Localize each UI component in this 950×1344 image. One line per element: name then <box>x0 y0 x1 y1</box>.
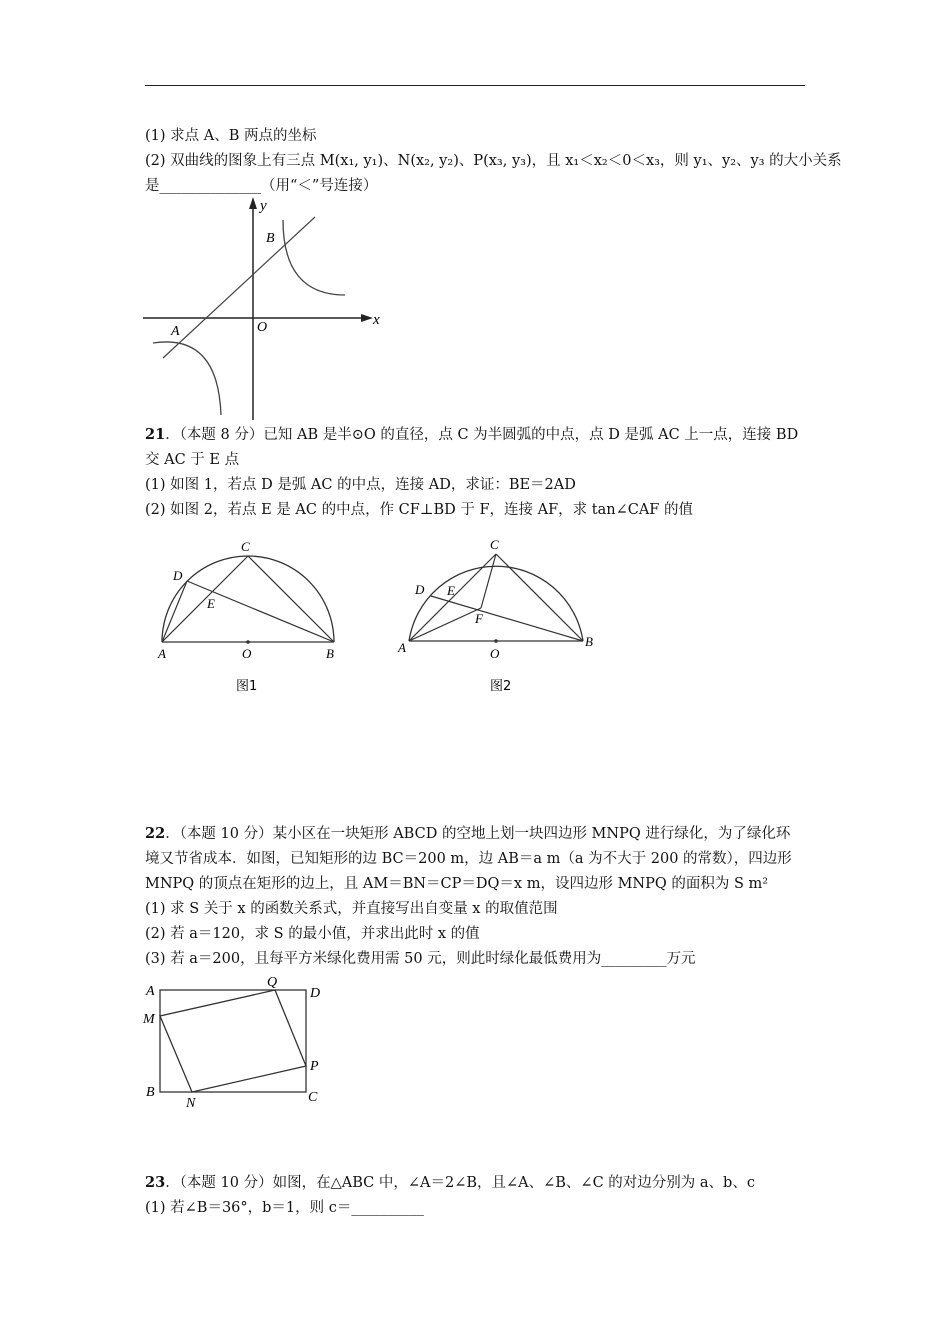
quadrilateral-mnpq <box>160 990 306 1092</box>
segment-db <box>187 581 334 642</box>
label-m: M <box>143 1012 155 1027</box>
center-dot <box>494 639 498 643</box>
label-b: B <box>266 231 275 246</box>
q22-line2: 境又节省成本．如图，已知矩形的边 BC＝200 m，边 AB＝a m（a 为不大于 200 的常数），四边形 <box>145 851 792 867</box>
header-rule <box>145 85 805 86</box>
label-p: P <box>310 1059 319 1074</box>
caption-fig1: 图1 <box>236 679 258 694</box>
label-d: D <box>173 568 183 583</box>
q22-part1: (1) 求 S 关于 x 的函数关系式，并直接写出自变量 x 的取值范围 <box>145 901 558 917</box>
label-b: B <box>146 1085 155 1100</box>
q20-part1: (1) 求点 A、B 两点的坐标 <box>145 128 317 144</box>
segment-cb <box>248 556 334 642</box>
label-o: O <box>490 646 500 661</box>
segment-ad <box>162 581 187 642</box>
label-e: E <box>447 583 455 598</box>
q21-number: 21 <box>145 426 166 443</box>
label-a: A <box>146 984 155 999</box>
q21-line1 <box>145 425 798 445</box>
q20-part2: (2) 双曲线的图象上有三点 M(x₁, y₁)、N(x₂, y₂)、P(x₃, y₃)，且 x₁＜x₂＜0＜x₃，则 y₁、y₂、y₃ 的大小关系 <box>145 153 842 169</box>
label-d: D <box>415 582 425 597</box>
label-o: O <box>257 320 268 335</box>
label-a: A <box>158 646 166 661</box>
semicircle <box>409 566 583 641</box>
label-c: C <box>308 1090 318 1105</box>
label-o: O <box>242 646 252 661</box>
q22-number: 22 <box>145 825 166 842</box>
y-axis-arrow <box>249 197 257 209</box>
x-axis-arrow <box>361 314 373 322</box>
segment-af <box>409 608 481 641</box>
center-dot <box>246 640 250 644</box>
rectangle-abcd <box>160 990 306 1092</box>
semicircle <box>162 556 334 642</box>
label-f: F <box>475 611 483 626</box>
label-y: y <box>260 198 267 214</box>
q21-text: ．（本题 8 分）已知 AB 是半⊙O 的直径，点 C 为半圆弧的中点，点 D 是弧 AC 上一点，连接 BD <box>165 427 799 443</box>
caption-fig2: 图2 <box>490 679 512 694</box>
label-c: C <box>490 537 499 552</box>
q22-line3: MNPQ 的顶点在矩形的边上，且 AM＝BN＝CP＝DQ＝x m，设四边形 MNPQ 的面积为 S m² <box>145 876 769 892</box>
hyperbola-branch-left <box>153 342 221 415</box>
label-b: B <box>326 646 334 661</box>
label-e: E <box>207 596 215 611</box>
label-d: D <box>310 986 321 1001</box>
label-b: B <box>585 634 593 649</box>
q23-line1 <box>145 1173 755 1193</box>
q22-figure <box>140 975 340 1110</box>
q21-line2: 交 AC 于 E 点 <box>145 452 240 468</box>
q22-text: ．（本题 10 分）某小区在一块矩形 ABCD 的空地上划一块四边形 MNPQ 进行绿化，为了绿化环 <box>165 826 791 842</box>
q22-part2: (2) 若 a＝120，求 S 的最小值，并求出此时 x 的值 <box>145 926 480 942</box>
label-q: Q <box>267 975 278 990</box>
label-a: A <box>171 324 180 339</box>
q23-number: 23 <box>145 1174 166 1191</box>
q22-part3: (3) 若 a＝200，且每平方米绿化费用需 50 元，则此时绿化最低费用为_________万元 <box>145 951 696 967</box>
q20-part2-blank: 是______________（用“＜”号连接） <box>145 178 378 194</box>
q21-part1: (1) 如图 1，若点 D 是弧 AC 的中点，连接 AD，求证：BE＝2AD <box>145 477 576 493</box>
q20-figure <box>135 195 395 425</box>
q22-line1 <box>145 824 790 844</box>
hyperbola-branch-right <box>283 220 345 295</box>
q23-text: ．（本题 10 分）如图，在△ABC 中，∠A＝2∠B，且∠A、∠B、∠C 的对边分别为 a、b、c <box>165 1175 755 1191</box>
q21-figure2 <box>395 535 605 700</box>
label-n: N <box>186 1096 196 1110</box>
q21-figure1 <box>150 535 350 700</box>
label-a: A <box>398 640 406 655</box>
q21-part2: (2) 如图 2，若点 E 是 AC 的中点，作 CF⊥BD 于 F，连接 AF，求 tan∠CAF 的值 <box>145 502 693 518</box>
q23-part1: (1) 若∠B＝36°，b＝1，则 c＝__________ <box>145 1200 424 1216</box>
linear-function-line <box>163 217 315 358</box>
label-c: C <box>241 539 250 554</box>
label-x: x <box>373 312 380 328</box>
